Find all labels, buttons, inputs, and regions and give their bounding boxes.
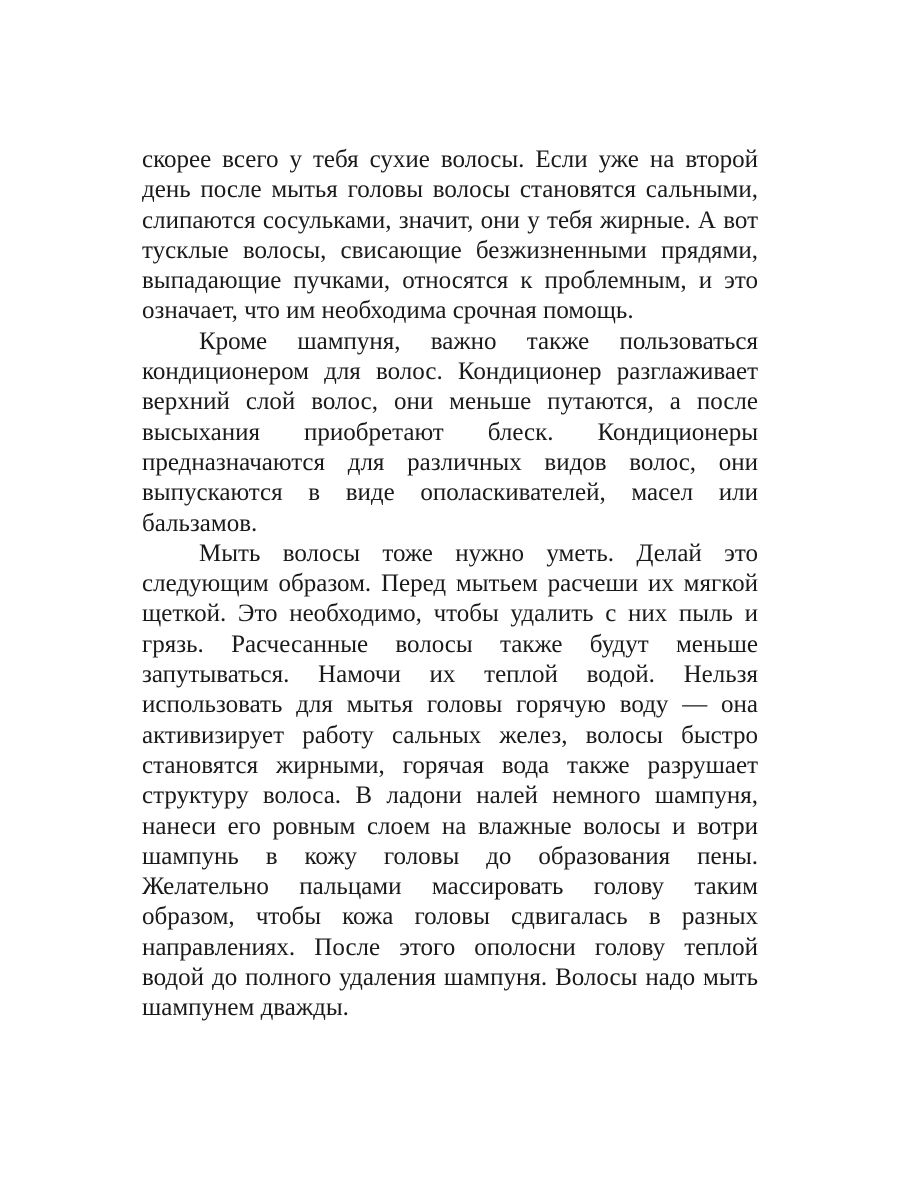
page-body bbox=[142, 145, 758, 1024]
paragraph-1: скорее всего у тебя сухие волосы. Если уже на второй день после мытья головы волосы становятся сальными, слипаются сосульками, значит, они у тебя жирные. А вот тусклые волосы, свисающие безжизненными прядями, выпадающие пучками, относятся к проблемным, и это означает, что им необходима срочная помощь. bbox=[142, 146, 758, 325]
paragraph-3: Мыть волосы тоже нужно уметь. Делай это следующим образом. Перед мытьем расчеши их мягкой щеткой. Это необходимо, чтобы удалить с них пыль и грязь. Расчесанные волосы также будут меньше запутываться. Намочи их теплой водой. Нельзя использовать для мытья головы горячую воду — она активизирует работу сальных желез, волосы быстро становятся жирными, горячая вода также разрушает структуру волоса. В ладони налей немного шампуня, нанеси его ровным слоем на влажные волосы и вотри шампунь в кожу головы до образования пены. Желательно пальцами массировать голову таким образом, чтобы кожа головы сдвигалась в разных направлениях. После этого ополосни голову теплой водой до полного удаления шампуня. Волосы надо мыть шампунем дважды. bbox=[142, 539, 758, 1022]
paragraph-2: Кроме шампуня, важно также пользоваться кондиционером для волос. Кондиционер разглаживает верхний слой волос, они меньше путаются, а после высыхания приобретают блеск. Кондиционеры предназначаются для различных видов волос, они выпускаются в виде ополаскивателей, масел или бальзамов. bbox=[142, 327, 758, 537]
